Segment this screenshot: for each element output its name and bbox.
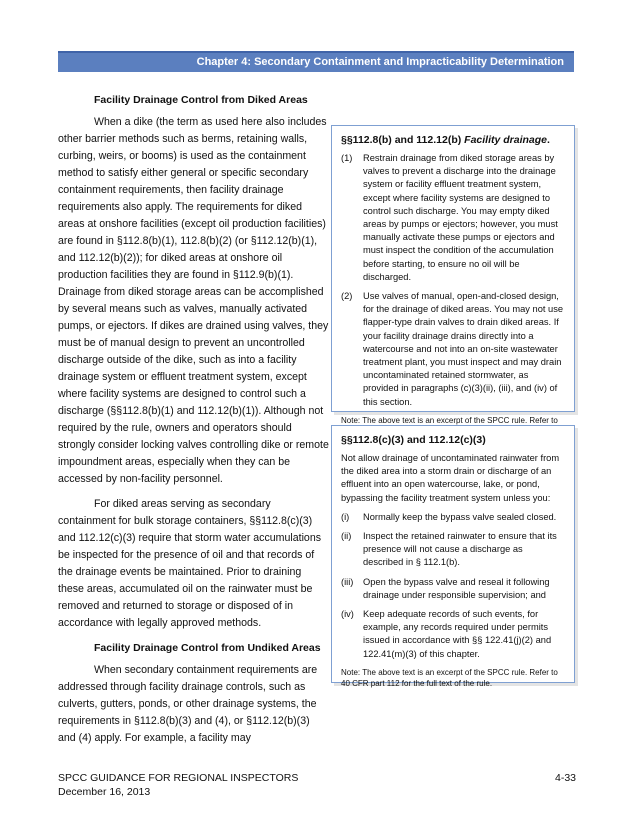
rule-item [341, 608, 565, 661]
section-heading-diked: Facility Drainage Control from Diked Areas [94, 94, 308, 106]
rule-excerpt-box-rainwater [331, 425, 575, 688]
rule-item-number: (2) [341, 291, 353, 302]
chapter-title: Chapter 4: Secondary Containment and Impracticability Determination [196, 56, 564, 68]
rule-excerpt-box-drainage [331, 125, 575, 425]
footer-document-title: SPCC GUIDANCE FOR REGIONAL INSPECTORS [58, 772, 299, 784]
rule-item [341, 152, 565, 284]
paragraph-diked-intro: When a dike (the term as used here also includes other barrier methods such as berms, retaining walls, curbing, weirs, or booms) is used as the containment method to satisfy either general or specific secondary containment requirements, then facility drainage requirements also apply. The requirements for diked areas at onshore facilities (except oil production facilities) are found in §112.8(b)(1), 112.8(b)(2) (or §112.12(b)(1), and 112.12(b)(2)); for diked areas at onshore oil production facilities they are found in §112.9(b)(1). Drainage from diked storage areas can be accomplished by several means such as valves, manually activated pumps, or ejectors. If dikes are drained using valves, they must be of manual design to prevent an uncontrolled discharge outside of the dike, such as into a facility drainage system or effluent treatment system, except where facility systems are designed to control such a discharge (§§112.8(b)(1) and 112.12(b)(1)). Although not required by the rule, owners and operators should strongly consider locking valves controlling dike or remote impoundment areas, especially when they can be accessed by non-facility personnel. [58, 116, 329, 485]
chapter-header-bar [58, 51, 574, 72]
page-number: 4-33 [554, 772, 576, 784]
page-footer [58, 771, 576, 799]
rule-excerpt-note: Note: The above text is an excerpt of the SPCC rule. Refer to 40 CFR part 112 for the full text of the rule. [341, 667, 558, 688]
rule-item [341, 511, 565, 524]
rule-item [341, 576, 565, 602]
section-heading-undiked: Facility Drainage Control from Undiked Areas [94, 642, 321, 654]
rule-item-text: Restrain drainage from diked storage areas by valves to prevent a discharge into the drainage system or facility effluent treatment system, except where facility systems are designed to control such discharge. You may empty diked areas by pumps or ejectors; however, you must manually activate these pumps or ejectors and must inspect the condition of the accumulation before starting, to ensure no oil will be discharged. [363, 153, 558, 282]
rule-item-number: (1) [341, 153, 353, 163]
rule-item [341, 530, 565, 570]
rule-excerpt-note: Note: The above text is an excerpt of the SPCC rule. Refer to [341, 415, 558, 425]
rule-item-number: (ii) [341, 531, 352, 542]
rule-item-number: (iii) [341, 576, 354, 587]
box-title-rainwater: §§112.8(c)(3) and 112.12(c)(3) [341, 434, 486, 446]
paragraph-diked-bulk: For diked areas serving as secondary containment for bulk storage containers, §§112.8(c)(3) and 112.12(c)(3) require that storm water accumulations be inspected for the presence of oil and that records of the drainage events be maintained. Prior to draining these areas, accumulated oil on the rainwater must be removed and returned to storage or disposed of in accordance with legally approved methods. [58, 498, 322, 629]
rule-item-number: (iv) [341, 609, 354, 620]
footer-date: December 16, 2013 [58, 786, 151, 798]
rule-item-text: Keep adequate records of such events, for example, any records required under permits issued in accordance with §§ 122.41(j)(2) and 122.41(m)(3) of this chapter. [363, 609, 552, 659]
rule-item-text: Inspect the retained rainwater to ensure that its presence will not cause a discharge as described in § 112.1(b). [363, 531, 557, 568]
rule-item-text: Use valves of manual, open-and-closed design, for the drainage of diked areas. You may not use flapper-type drain valves to drain diked areas. If your facility drainage drains directly into a watercourse and not into an on-site wastewater treatment plant, you must inspect and may drain uncontaminated retained stormwater, as provided in paragraphs (c)(3)(ii), (iii), and (iv) of this section. [363, 291, 564, 407]
box-intro-text: Not allow drainage of uncontaminated rainwater from the diked area into a storm drain or discharge of an effluent into an open watercourse, lake, or pond, bypassing the facility treatment system unless you: [341, 453, 560, 503]
rule-item [341, 290, 565, 409]
box-title-drainage: §§112.8(b) and 112.12(b) Facility drainage. [341, 134, 550, 146]
rule-item-text: Open the bypass valve and reseal it following drainage under responsible supervision; and [363, 576, 550, 600]
rule-item-number: (i) [341, 511, 350, 522]
rule-item-text: Normally keep the bypass valve sealed closed. [363, 511, 557, 522]
paragraph-undiked-intro: When secondary containment requirements are addressed through facility drainage controls, such as culverts, gutters, ponds, or other drainage systems, the requirements in §112.8(b)(3) and (4), or §112.12(b)(3) and (4) apply. For example, a facility may [58, 664, 318, 744]
main-text-column [58, 94, 330, 747]
